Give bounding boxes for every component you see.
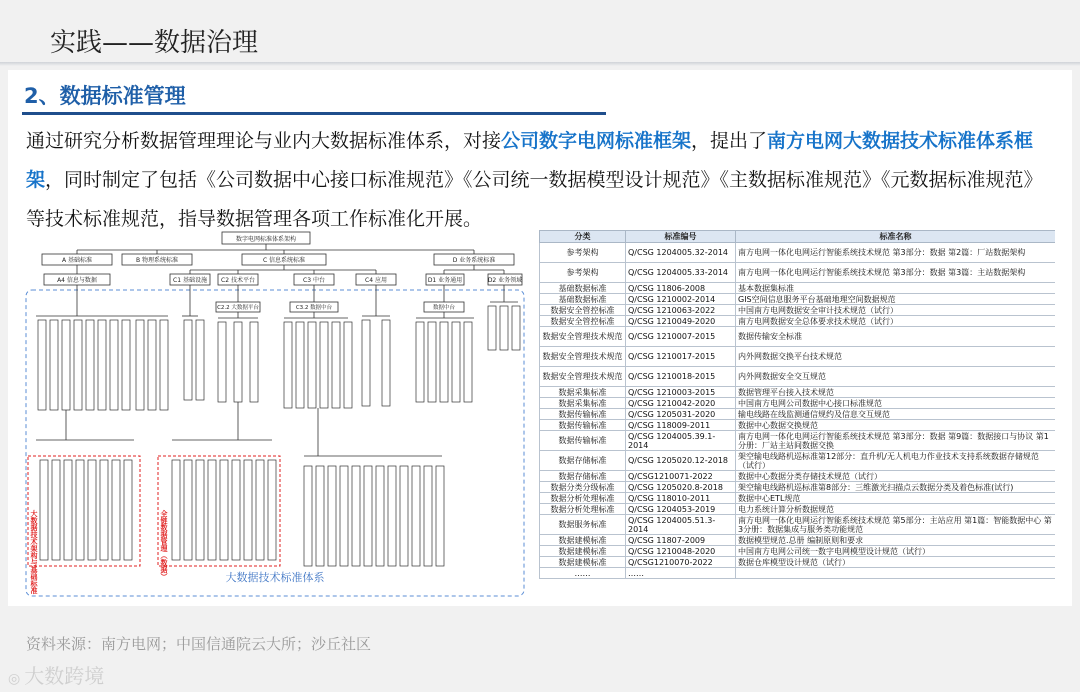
table-row — [540, 535, 1056, 546]
intro-text: 通过研究分析数据管理理论与业内大数据标准体系，对接 — [26, 130, 502, 152]
diagram-tall-box — [512, 306, 520, 350]
table-cell-category: 数据安全管理技术规范 — [540, 347, 626, 367]
diagram-tall-box — [148, 320, 156, 410]
diagram-l3-label: C2.2 大数据平台 — [217, 305, 259, 311]
table-cell-name: 电力系统计算分析数据规范 — [736, 504, 1056, 515]
table-cell-name: 南方电网一体化电网运行智能系统技术规范 第5部分：主站应用 第1篇：智能数据中心 第3分册：数据集成与服务类功能规范 — [736, 515, 1056, 535]
diagram-tall-box — [196, 320, 204, 400]
diagram-tall-box — [268, 460, 276, 560]
table-cell-code: …… — [626, 568, 736, 579]
table-row — [540, 327, 1056, 347]
table-row — [540, 471, 1056, 482]
diagram-tall-box — [316, 466, 324, 566]
table-row — [540, 305, 1056, 316]
table-cell-code: Q/CSG1210070-2022 — [626, 557, 736, 568]
title-divider — [0, 62, 1080, 66]
diagram-tall-box — [284, 322, 292, 408]
standards-table — [539, 230, 1055, 579]
table-row — [540, 515, 1056, 535]
table-row — [540, 420, 1056, 431]
diagram-tall-box — [344, 322, 352, 408]
diagram-tall-box — [62, 320, 70, 410]
table-cell-category: 参考架构 — [540, 263, 626, 283]
table-cell-code: Q/CSG 1210063-2022 — [626, 305, 736, 316]
table-cell-category: 数据安全管理技术规范 — [540, 327, 626, 347]
watermark-text: 大数跨境 — [24, 664, 105, 688]
table-cell-category: 数据服务标准 — [540, 515, 626, 535]
table-row — [540, 431, 1056, 451]
table-row — [540, 409, 1056, 420]
diagram-tall-box — [100, 460, 108, 560]
diagram-tall-box — [440, 322, 448, 402]
table-row — [540, 243, 1056, 263]
table-cell-code: Q/CSG 1210003-2015 — [626, 387, 736, 398]
diagram-tall-box — [320, 322, 328, 408]
diagram-l1-label: A 基础标准 — [61, 257, 93, 264]
table-cell-name: 内外网数据安全交互规范 — [736, 367, 1056, 387]
table-cell-code: Q/CSG 1204005.32-2014 — [626, 243, 736, 263]
table-cell-code: Q/CSG 1210002-2014 — [626, 294, 736, 305]
table-row — [540, 316, 1056, 327]
diagram-l1-label: D 业务系统标准 — [452, 257, 496, 264]
diagram-l2-label: D2 业务领域 — [487, 277, 523, 284]
diagram-tall-box — [124, 460, 132, 560]
table-cell-category: 数据分析处理标准 — [540, 493, 626, 504]
diagram-tall-box — [38, 320, 46, 410]
table-cell-code: Q/CSG 1204053-2019 — [626, 504, 736, 515]
diagram-tall-box — [218, 322, 226, 402]
diagram-tall-box — [500, 306, 508, 350]
diagram-tall-box — [452, 322, 460, 402]
table-cell-category: 数据传输标准 — [540, 409, 626, 420]
standards-table-container — [539, 230, 1055, 592]
table-cell-category: 数据建模标准 — [540, 535, 626, 546]
table-cell-category: 参考架构 — [540, 243, 626, 263]
table-cell-code: Q/CSG 1210007-2015 — [626, 327, 736, 347]
diagram-tall-box — [364, 466, 372, 566]
table-cell-code: Q/CSG 1210018-2015 — [626, 367, 736, 387]
diagram-l3-label: 数据中台 — [432, 305, 456, 311]
table-cell-name: 数据中心数据交换规范 — [736, 420, 1056, 431]
table-cell-category: 基础数据标准 — [540, 283, 626, 294]
table-cell-name — [736, 568, 1056, 579]
table-cell-name: 南方电网数据安全总体要求技术规范（试行） — [736, 316, 1056, 327]
table-header-code: 标准编号 — [626, 231, 736, 243]
table-cell-code: Q/CSG 1205031-2020 — [626, 409, 736, 420]
diagram-l2-label: A4 信息与数据 — [57, 277, 97, 284]
diagram-tall-box — [296, 322, 304, 408]
diagram-tall-box — [250, 322, 258, 402]
brand-icon: ◎ — [8, 671, 21, 687]
diagram-tall-box — [362, 320, 370, 406]
table-cell-category: 数据建模标准 — [540, 557, 626, 568]
diagram-l2-label: C4 应用 — [365, 277, 387, 284]
table-row — [540, 347, 1056, 367]
diagram-tall-box — [376, 466, 384, 566]
diagram-l2-label: C2 技术平台 — [221, 277, 255, 284]
diagram-tall-box — [40, 460, 48, 560]
intro-text: ，同时制定了包括《公司数据中心接口标准规范》《公司统一数据模型设计规范》《主数据标准规范》《元数据标准规范》等技术标准规范，指导数据管理各项工作标准化开展。 — [26, 169, 1043, 230]
table-row — [540, 398, 1056, 409]
diagram-tall-box — [196, 460, 204, 560]
table-row — [540, 294, 1056, 305]
table-cell-name: 南方电网一体化电网运行智能系统技术规范 第3部分：数据 第9篇：数据接口与协议 第1分册：厂站主站间数据交换 — [736, 431, 1056, 451]
table-cell-name: 数据管理平台接入技术规范 — [736, 387, 1056, 398]
diagram-tall-box — [488, 306, 496, 350]
table-row — [540, 546, 1056, 557]
table-row — [540, 568, 1056, 579]
diagram-tall-box — [256, 460, 264, 560]
diagram-tall-box — [416, 322, 424, 402]
table-row — [540, 493, 1056, 504]
table-row — [540, 367, 1056, 387]
table-row — [540, 482, 1056, 493]
diagram-tall-box — [424, 466, 432, 566]
diagram-l1-label: C 信息系统标准 — [262, 257, 306, 264]
table-cell-category: 数据传输标准 — [540, 431, 626, 451]
table-cell-code: Q/CSG 118009-2011 — [626, 420, 736, 431]
diagram-tall-box — [234, 322, 242, 402]
diagram-l2-label: C1 基础设施 — [173, 277, 207, 284]
table-cell-category: 数据安全管控标准 — [540, 316, 626, 327]
intro-highlight-2: 南方电网大数据技术标准体系框架 — [26, 130, 1034, 191]
red-group-label: 全链数据管理（数据） — [160, 510, 168, 580]
diagram-tall-box — [136, 320, 144, 410]
table-cell-code: Q/CSG 11807-2009 — [626, 535, 736, 546]
table-cell-name: 数据模型规范.总册 编制原则和要求 — [736, 535, 1056, 546]
diagram-l3-label: C3.2 数据中台 — [295, 305, 333, 311]
table-cell-name: 中国南方电网公司统一数字电网模型设计规范（试行） — [736, 546, 1056, 557]
diagram-l2-label: C3 中台 — [303, 277, 325, 284]
table-cell-name: 中国南方电网数据安全审计技术规范（试行） — [736, 305, 1056, 316]
table-cell-name: 中国南方电网公司数据中心接口标准规范 — [736, 398, 1056, 409]
red-group-label: 大数据技术架构与基础标准 — [30, 510, 38, 594]
table-cell-category: 数据安全管控标准 — [540, 305, 626, 316]
diagram-tall-box — [412, 466, 420, 566]
table-cell-code: Q/CSG 118010-2011 — [626, 493, 736, 504]
intro-paragraph — [26, 122, 1056, 239]
diagram-tall-box — [382, 320, 390, 406]
diagram-tall-box — [308, 322, 316, 408]
intro-highlight-1: 公司数字电网标准框架 — [501, 130, 692, 152]
diagram-tall-box — [86, 320, 94, 410]
table-cell-code: Q/CSG 11806-2008 — [626, 283, 736, 294]
table-cell-category: 数据分析处理标准 — [540, 504, 626, 515]
table-cell-code: Q/CSG 1204005.33-2014 — [626, 263, 736, 283]
diagram-tall-box — [110, 320, 118, 410]
diagram-tall-box — [400, 466, 408, 566]
table-cell-code: Q/CSG 1204005.51.3-2014 — [626, 515, 736, 535]
table-cell-name: 架空输电线路机巡标准第12部分：直升机/无人机电力作业技术支持系统数据存储规范（试行） — [736, 451, 1056, 471]
diagram-tall-box — [50, 320, 58, 410]
diagram-tall-box — [184, 320, 192, 400]
table-cell-category: 基础数据标准 — [540, 294, 626, 305]
diagram-l1-label: B 物理系统标准 — [135, 257, 179, 264]
standards-table-body — [540, 243, 1056, 579]
diagram-l2-label: D1 业务通用 — [427, 277, 463, 284]
table-cell-name: 架空输电线路机巡标准第8部分：三维激光扫描点云数据分类及着色标准(试行) — [736, 482, 1056, 493]
diagram-tall-box — [208, 460, 216, 560]
table-cell-code: Q/CSG 1210017-2015 — [626, 347, 736, 367]
table-cell-code: Q/CSG 1205020.8-2018 — [626, 482, 736, 493]
page-title: 实践——数据治理 — [50, 28, 259, 58]
diagram-tall-box — [332, 322, 340, 408]
diagram-tall-box — [388, 466, 396, 566]
diagram-tall-box — [340, 466, 348, 566]
table-cell-category: 数据建模标准 — [540, 546, 626, 557]
diagram-tall-box — [160, 320, 168, 410]
table-cell-code: Q/CSG 1205020.12-2018 — [626, 451, 736, 471]
watermark — [8, 660, 104, 689]
table-cell-name: 数据中心数据分类存储技术规范（试行） — [736, 471, 1056, 482]
diagram-tall-box — [232, 460, 240, 560]
table-cell-category: 数据安全管理技术规范 — [540, 367, 626, 387]
diagram-tall-box — [98, 320, 106, 410]
source-note: 资料来源：南方电网；中国信通院云大所；沙丘社区 — [26, 635, 372, 653]
diagram-tall-box — [244, 460, 252, 560]
diagram-root-label: 数字电网标准体系架构 — [235, 236, 297, 243]
table-cell-code: Q/CSG 1210042-2020 — [626, 398, 736, 409]
table-cell-category: 数据存储标准 — [540, 451, 626, 471]
section-title: 2、数据标准管理 — [24, 84, 186, 108]
diagram-tall-box — [52, 460, 60, 560]
table-cell-code: Q/CSG1210071-2022 — [626, 471, 736, 482]
diagram-tall-box — [76, 460, 84, 560]
table-row — [540, 387, 1056, 398]
table-cell-name: 数据传输安全标准 — [736, 327, 1056, 347]
diagram-tall-box — [328, 466, 336, 566]
diagram-tall-box — [64, 460, 72, 560]
table-cell-name: 南方电网一体化电网运行智能系统技术规范 第3部分：数据 第2篇：厂站数据架构 — [736, 243, 1056, 263]
diagram-tall-box — [88, 460, 96, 560]
table-row — [540, 263, 1056, 283]
diagram-tall-box — [464, 322, 472, 402]
table-cell-category: 数据存储标准 — [540, 471, 626, 482]
diagram-tall-box — [304, 466, 312, 566]
standards-framework-diagram — [22, 228, 528, 600]
diagram-tall-box — [184, 460, 192, 560]
diagram-tall-box — [352, 466, 360, 566]
intro-text: ，提出了 — [691, 130, 768, 152]
diagram-tall-box — [112, 460, 120, 560]
framework-caption: 大数据技术标准体系 — [225, 571, 325, 584]
diagram-tall-box — [122, 320, 130, 410]
table-cell-code: Q/CSG 1210048-2020 — [626, 546, 736, 557]
section-divider — [22, 112, 606, 115]
table-cell-name: 南方电网一体化电网运行智能系统技术规范 第3部分：数据 第3篇：主站数据架构 — [736, 263, 1056, 283]
table-cell-name: 输电线路在线监测通信规约及信息交互规范 — [736, 409, 1056, 420]
table-cell-name: 数据中心ETL规范 — [736, 493, 1056, 504]
table-row — [540, 283, 1056, 294]
table-cell-name: 基本数据集标准 — [736, 283, 1056, 294]
table-cell-name: 数据仓库模型设计规范（试行） — [736, 557, 1056, 568]
table-cell-category: 数据采集标准 — [540, 398, 626, 409]
diagram-tall-box — [220, 460, 228, 560]
table-cell-code: Q/CSG 1210049-2020 — [626, 316, 736, 327]
diagram-tall-box — [172, 460, 180, 560]
table-cell-category: …… — [540, 568, 626, 579]
diagram-tall-box — [436, 466, 444, 566]
diagram-tall-box — [428, 322, 436, 402]
table-cell-category: 数据采集标准 — [540, 387, 626, 398]
table-cell-code: Q/CSG 1204005.39.1-2014 — [626, 431, 736, 451]
table-row — [540, 504, 1056, 515]
table-row — [540, 451, 1056, 471]
table-cell-name: GIS空间信息服务平台基础地理空间数据规范 — [736, 294, 1056, 305]
table-cell-category: 数据传输标准 — [540, 420, 626, 431]
table-cell-name: 内外网数据交换平台技术规范 — [736, 347, 1056, 367]
table-header-name: 标准名称 — [736, 231, 1056, 243]
table-header-category: 分类 — [540, 231, 626, 243]
diagram-tall-box — [74, 320, 82, 410]
table-cell-category: 数据分类分级标准 — [540, 482, 626, 493]
table-row — [540, 557, 1056, 568]
